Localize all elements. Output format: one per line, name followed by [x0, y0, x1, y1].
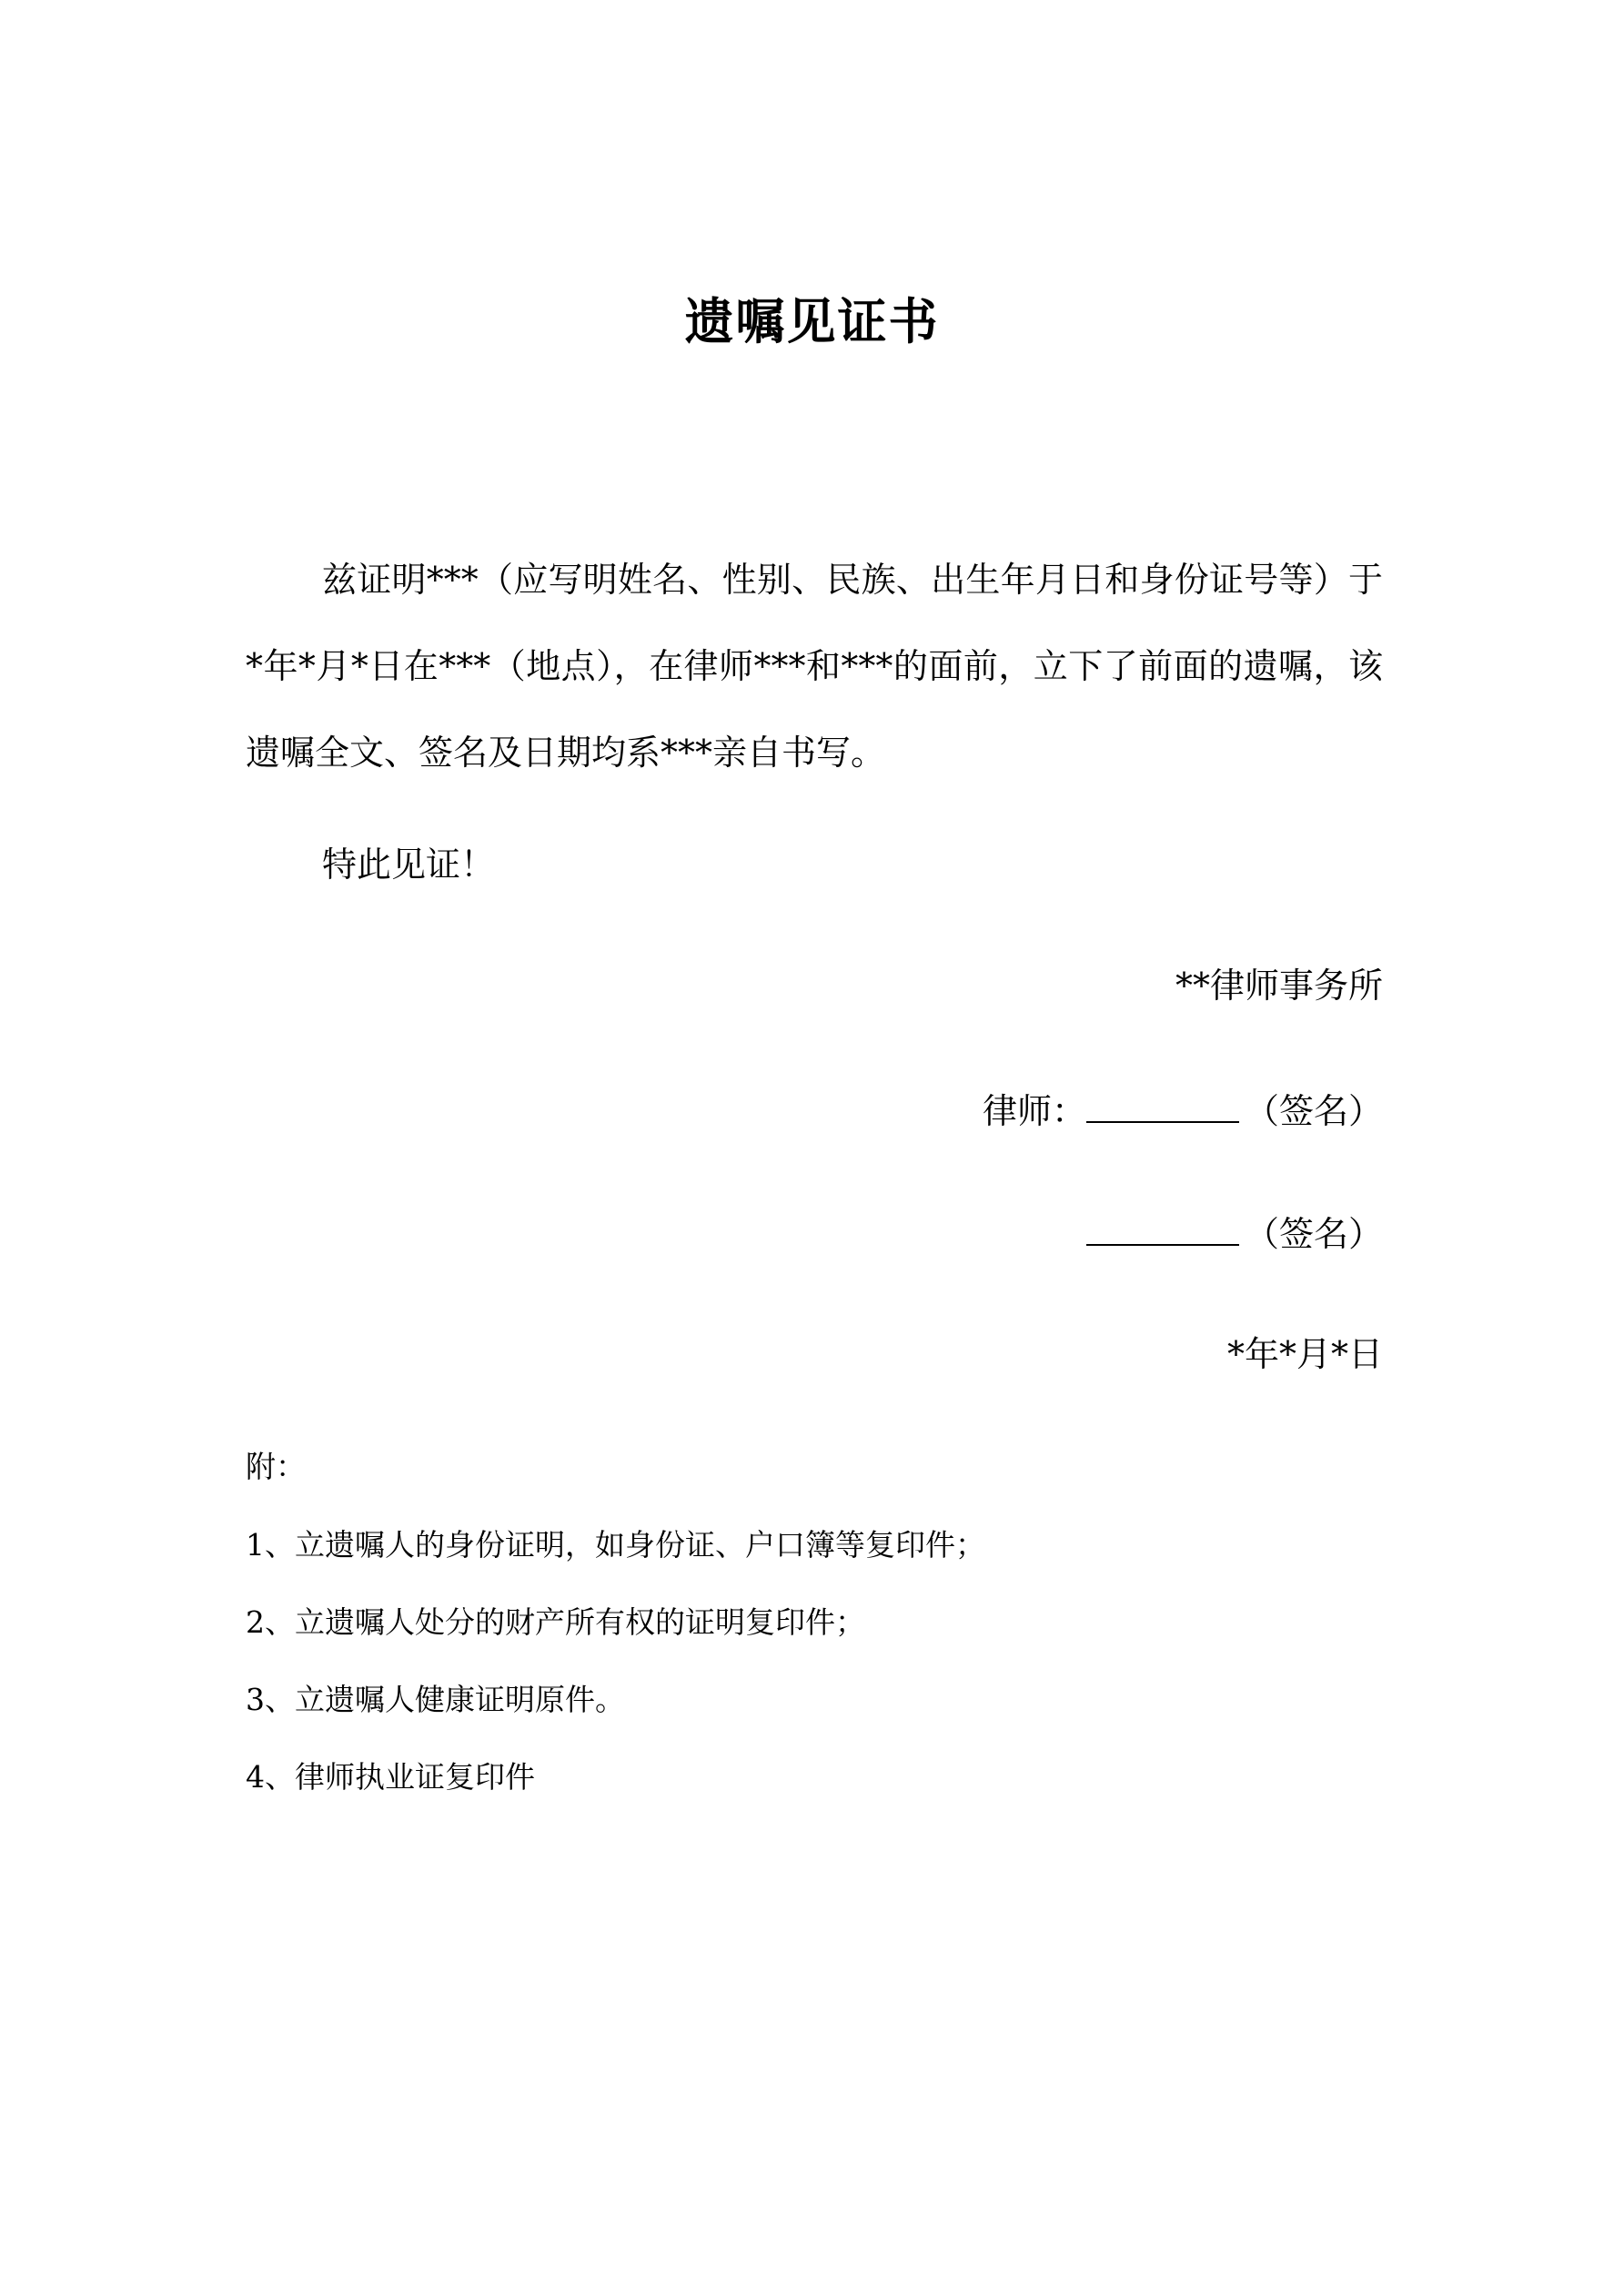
certification-paragraph: 兹证明***（应写明姓名、性别、民族、出生年月日和身份证号等）于*年*月*日在***（地点），在律师***和***的面前，立下了前面的遗嘱，该遗嘱全文、签名及日期均系***亲自书写。: [246, 560, 1383, 773]
law-firm-name: **律师事务所: [1175, 966, 1383, 1006]
attachment-item: 3、立遗嘱人健康证明原件。: [246, 1682, 625, 1717]
attachment-item: 1、立遗嘱人的身份证明，如身份证、户口簿等复印件；: [246, 1527, 985, 1563]
lawyer-label: 律师：: [982, 1091, 1086, 1131]
lawyer-signature-line-2: [1086, 1204, 1383, 1261]
signature-blank-2: [1086, 1204, 1239, 1246]
signature-note-2: （签名）: [1244, 1214, 1383, 1254]
attachments-heading: 附：: [246, 1449, 306, 1484]
lawyer-signature-line-1: [983, 1081, 1383, 1138]
signature-blank-1: [1086, 1081, 1239, 1123]
document-title: 遗嘱见证书: [684, 292, 940, 350]
attachment-item: 4、律师执业证复印件: [246, 1759, 535, 1795]
document-date: *年*月*日: [1226, 1334, 1383, 1374]
attestation-text: 特此见证！: [322, 845, 496, 885]
signature-note-1: （签名）: [1244, 1091, 1383, 1131]
attachment-item: 2、立遗嘱人处分的财产所有权的证明复印件；: [246, 1604, 865, 1640]
